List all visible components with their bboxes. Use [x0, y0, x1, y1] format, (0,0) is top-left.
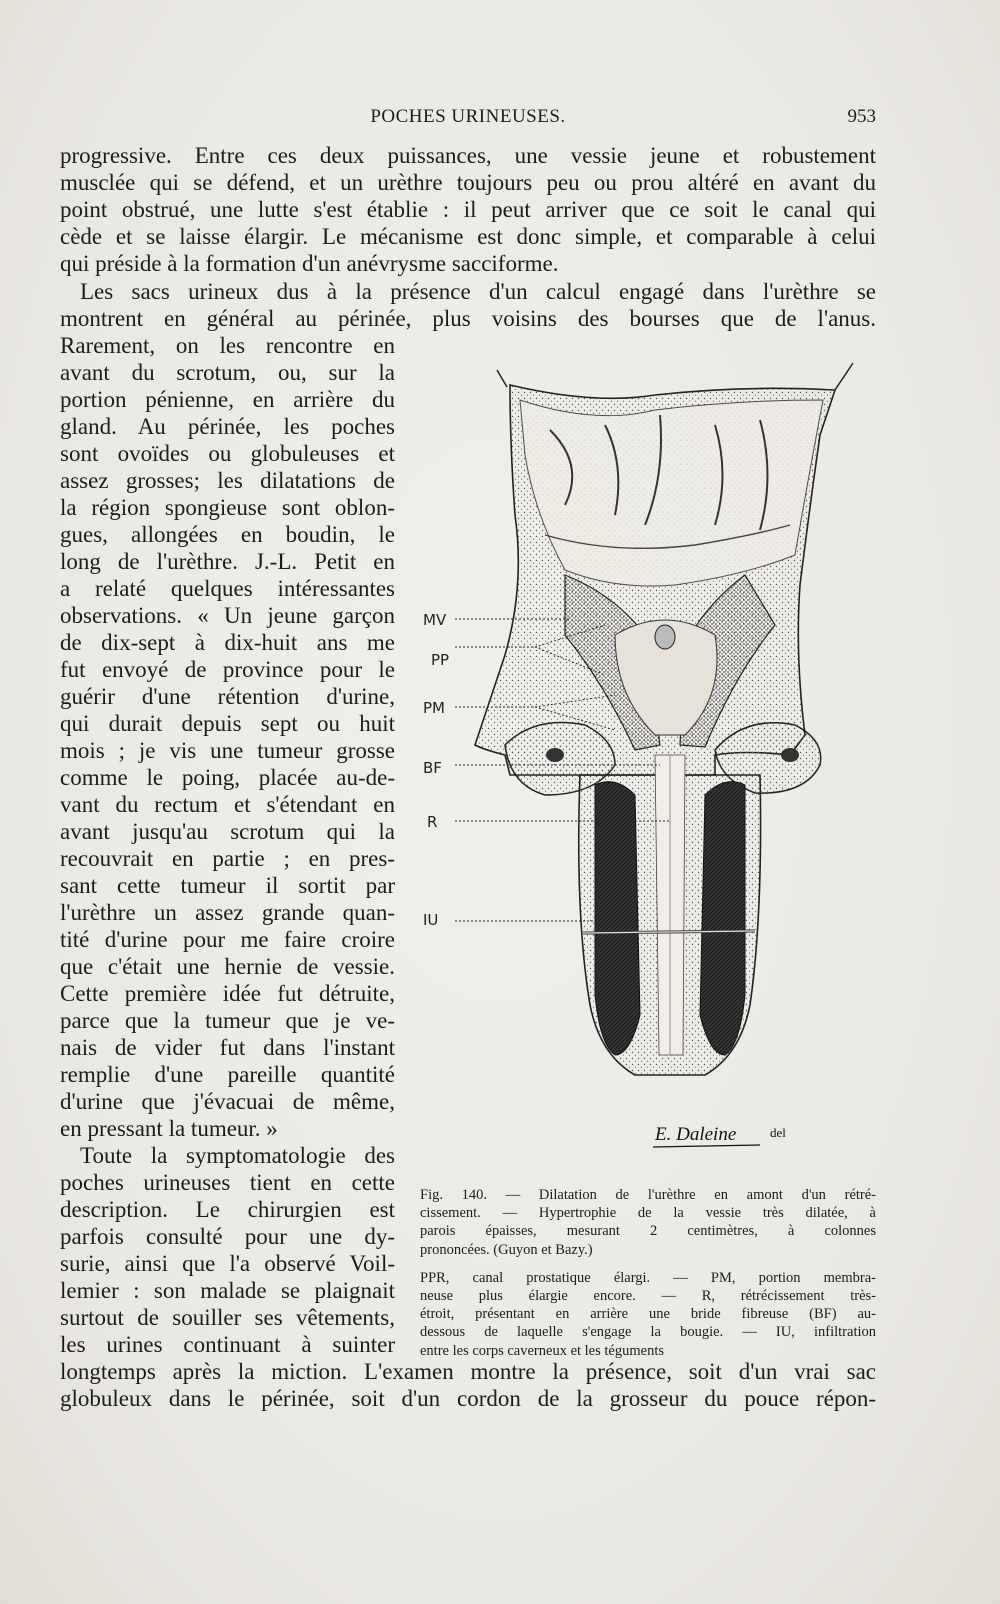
column-line: de dix-sept à dix-huit ans me — [60, 630, 395, 655]
caption-line: prononcées. (Guyon et Bazy.) — [420, 1241, 593, 1258]
anatomical-figure — [415, 355, 885, 1165]
column-line: sant cette tumeur il sortit par — [60, 873, 395, 898]
label-iu: IU — [423, 911, 439, 929]
text-line: cède et se laisse élargir. Le mécanisme est donc simple, et comparable à celui — [60, 224, 876, 249]
caption-line: neuse plus élargie encore. — R, rétrécissement très- — [420, 1288, 876, 1305]
column-line: comme le poing, placée au-de- — [60, 765, 395, 790]
column-line: portion pénienne, en arrière du — [60, 387, 395, 412]
text-line: qui préside à la formation d'un anévrysme sacciforme. — [60, 251, 559, 276]
left-corpus-cavernosum — [595, 782, 640, 1055]
column-line: tité d'urine pour me faire croire — [60, 927, 395, 952]
caption-line: Fig. 140. — Dilatation de l'urèthre en amont d'un rétré- — [420, 1187, 876, 1203]
column-line: remplie d'une pareille quantité — [60, 1062, 395, 1087]
running-header — [60, 106, 876, 134]
right-corpus-cavernosum — [700, 782, 745, 1055]
column-line: a relaté quelques intéressantes — [60, 576, 395, 601]
column-line: fut envoyé de province pour le — [60, 657, 395, 682]
caption-line: PPR, canal prostatique élargi. — PM, portion membra- — [420, 1269, 876, 1286]
column-line: sont ovoïdes ou globuleuses et — [60, 441, 395, 466]
caption-line: entre les corps caverneux et les téguments — [420, 1342, 664, 1359]
column-line: Rarement, on les rencontre en — [60, 333, 395, 358]
caption-line: parois épaisses, mesurant 2 centimètres, à colonnes — [420, 1223, 876, 1240]
figure-caption — [420, 1186, 876, 1360]
text-line: longtemps après la miction. L'examen montre la présence, soit d'un vrai sac — [60, 1359, 876, 1384]
column-line: nais de vider fut dans l'instant — [60, 1035, 395, 1060]
column-line: en pressant la tumeur. » — [60, 1116, 278, 1141]
column-line: poches urineuses tient en cette — [60, 1170, 395, 1195]
text-line: Les sacs urineux dus à la présence d'un calcul engagé dans l'urèthre se — [80, 279, 876, 304]
column-line: vant du rectum et s'étendant en — [60, 792, 395, 817]
column-line: Cette première idée fut détruite, — [60, 981, 395, 1006]
column-line: assez grosses; les dilatations de — [60, 468, 395, 493]
text-line: progressive. Entre ces deux puissances, une vessie jeune et robustement — [60, 143, 876, 168]
column-line: d'urine que j'évacuai de même, — [60, 1089, 395, 1114]
artist-signature-suffix: del — [770, 1125, 786, 1140]
column-line: surie, ainsi que l'a observé Voil- — [60, 1251, 395, 1276]
label-mv: MV — [423, 611, 447, 629]
column-line: lemier : son malade se plaignait — [60, 1278, 395, 1303]
column-line: gland. Au périnée, les poches — [60, 414, 395, 439]
column-line: qui durait depuis sept ou huit — [60, 711, 395, 736]
label-r: R — [427, 813, 438, 831]
column-line: long de l'urèthre. J.-L. Petit en — [60, 549, 395, 574]
column-line: gues, allongées en boudin, le — [60, 522, 395, 547]
column-line: avant jusqu'au scrotum qui la — [60, 819, 395, 844]
column-line: que c'était une hernie de vessie. — [60, 954, 395, 979]
text-line: musclée qui se défend, et un urèthre toujours peu ou prou altéré en avant du — [60, 170, 876, 195]
caption-line: dessous de laquelle s'engage la bougie. — IU, infiltration — [420, 1324, 876, 1341]
artist-signature: E. Daleine — [655, 1124, 737, 1145]
caption-line: cissement. — Hypertrophie de la vessie très dilatée, à — [420, 1205, 876, 1222]
label-pm: PM — [423, 699, 445, 717]
column-line: surtout de souiller ses vêtements, — [60, 1305, 395, 1330]
label-pp: PP — [431, 651, 450, 669]
column-line: Toute la symptomatologie des — [80, 1143, 395, 1168]
caption-line: étroit, présentant en arrière une bride fibreuse (BF) au- — [420, 1306, 876, 1323]
column-line: description. Le chirurgien est — [60, 1197, 395, 1222]
column-line: parfois consulté pour une dy- — [60, 1224, 395, 1249]
column-line: observations. « Un jeune garçon — [60, 603, 395, 628]
column-line: guérir d'une rétention d'urine, — [60, 684, 395, 709]
column-line: avant du scrotum, ou, sur la — [60, 360, 395, 385]
text-line: globuleux dans le périnée, soit d'un cordon de la grosseur du pouce répon- — [60, 1386, 876, 1411]
column-line: recouvrait en partie ; en pres- — [60, 846, 395, 871]
page-number: 953 — [847, 106, 876, 127]
text-line: point obstrué, une lutte s'est établie : il peut arriver que ce soit le canal qui — [60, 197, 876, 222]
column-line: l'urèthre un assez grande quan- — [60, 900, 395, 925]
column-line: parce que la tumeur que je ve- — [60, 1008, 395, 1033]
running-title: POCHES URINEUSES. — [370, 106, 566, 127]
column-line: les urines continuant à suinter — [60, 1332, 395, 1357]
column-line: la région spongieuse sont oblon- — [60, 495, 395, 520]
text-line: montrent en général au périnée, plus voisins des bourses que de l'anus. — [60, 306, 876, 331]
urethra-bladder-illustration — [415, 355, 885, 1165]
label-bf: BF — [423, 759, 442, 777]
column-line: mois ; je vis une tumeur grosse — [60, 738, 395, 763]
